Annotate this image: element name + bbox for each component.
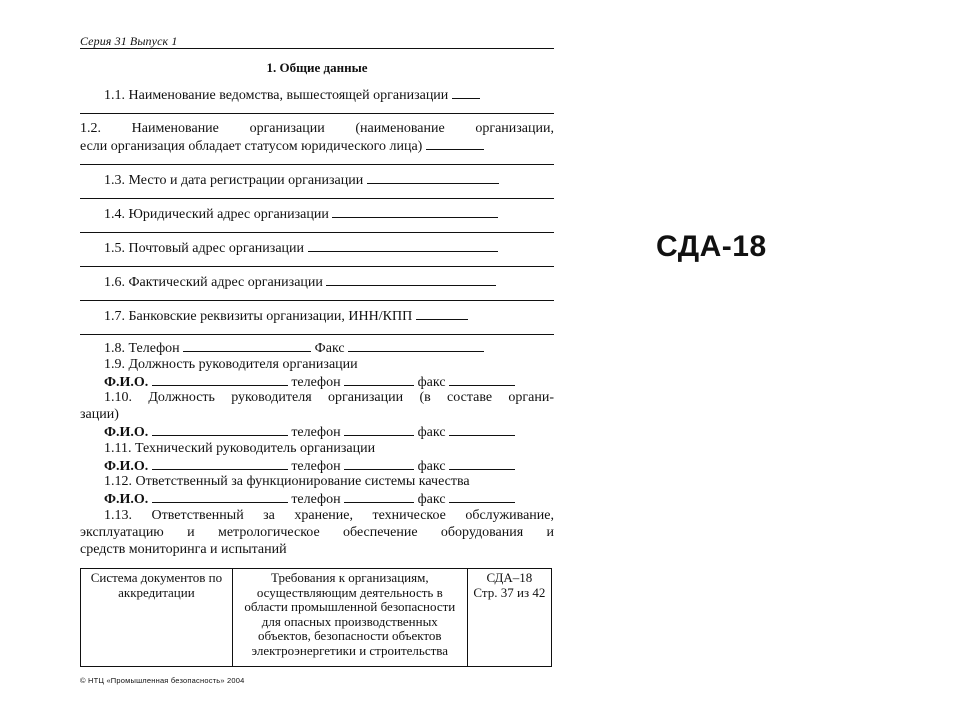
doc-code: СДА–18 [486, 570, 533, 585]
item-1-13-line1: 1.13. Ответственный за хранение, техническое обслуживание, [104, 508, 554, 523]
footer-table [80, 568, 552, 667]
item-1-6: 1.6. Фактический адрес организации [104, 273, 496, 291]
contact-row-2: Ф.И.О. телефон факс [104, 423, 515, 441]
item-1-13-line3: средств мониторинга и испытаний [80, 542, 287, 557]
page-number: Стр. 37 из 42 [473, 584, 546, 600]
fill-line [308, 239, 498, 252]
fill-line [344, 457, 414, 470]
fill-line [416, 307, 468, 320]
fill-line [152, 373, 288, 386]
section-title: 1. Общие данные [266, 60, 368, 75]
fill-line [344, 373, 414, 386]
contact-row-1: Ф.И.О. телефон факс [104, 373, 515, 391]
fill-line [426, 137, 484, 150]
footer-system-cell: Система документов по аккредитации [81, 569, 233, 667]
fill-line [367, 171, 499, 184]
item-1-12: 1.12. Ответственный за функционирование системы качества [104, 474, 470, 489]
fill-rule [80, 198, 554, 199]
item-1-8: 1.8. Телефон Факс [104, 339, 484, 357]
fill-line [152, 457, 288, 470]
fill-line [152, 490, 288, 503]
item-1-3: 1.3. Место и дата регистрации организации [104, 171, 499, 189]
item-1-10-line1: 1.10. Должность руководителя организации (в составе органи- [104, 390, 554, 405]
contact-row-3: Ф.И.О. телефон факс [104, 457, 515, 475]
fill-line [348, 339, 484, 352]
fill-line [344, 490, 414, 503]
fill-rule [80, 232, 554, 233]
item-1-9: 1.9. Должность руководителя организации [104, 357, 358, 372]
item-1-2-line2: если организация обладает статусом юридического лица) [80, 137, 484, 155]
fill-line [332, 205, 498, 218]
item-1-11: 1.11. Технический руководитель организации [104, 441, 376, 456]
item-1-4: 1.4. Юридический адрес организации [104, 205, 498, 223]
contact-row-4: Ф.И.О. телефон факс [104, 490, 515, 508]
copyright-notice: © НТЦ «Промышленная безопасность» 2004 [80, 676, 245, 685]
fill-rule [80, 300, 554, 301]
fill-line [449, 490, 515, 503]
item-1-5: 1.5. Почтовый адрес организации [104, 239, 498, 257]
fill-line [449, 423, 515, 436]
fill-rule [80, 334, 554, 335]
fill-line [449, 373, 515, 386]
item-1-13-line2: эксплуатацию и метрологическое обеспечение оборудования и [80, 525, 554, 540]
fill-line [344, 423, 414, 436]
item-1-2-line1: 1.2. Наименование организации (наименование организации, [80, 121, 554, 136]
fill-line [452, 86, 480, 99]
fill-rule [80, 164, 554, 165]
fill-rule [80, 113, 554, 114]
fill-line [152, 423, 288, 436]
footer-requirements-cell: Требования к организациям, осуществляющим деятельность в области промышленной безопасности для опасных производственных объектов, безопасности объектов электроэнергетики и строительства [232, 569, 467, 667]
fill-line [449, 457, 515, 470]
item-1-1: 1.1. Наименование ведомства, вышестоящей организации [104, 86, 480, 104]
header-rule [80, 48, 554, 49]
document-code-label: СДА-18 [656, 230, 767, 263]
item-1-10-line2: зации) [80, 407, 119, 422]
fill-rule [80, 266, 554, 267]
fill-line [326, 273, 496, 286]
item-1-7: 1.7. Банковские реквизиты организации, ИНН/КПП [104, 307, 468, 325]
footer-page-cell [467, 569, 551, 667]
fill-line [183, 339, 311, 352]
series-header: Серия 31 Выпуск 1 [80, 34, 178, 48]
